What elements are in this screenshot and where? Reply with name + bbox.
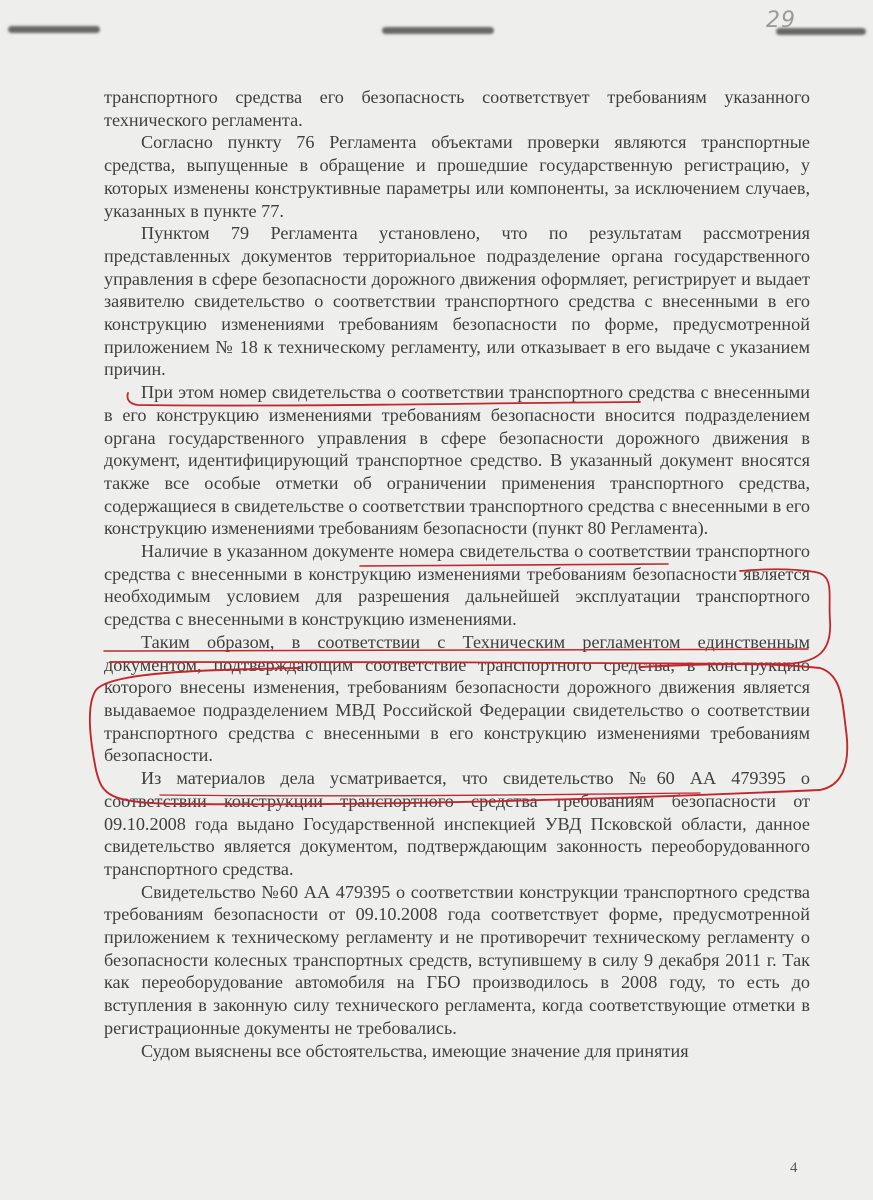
paragraph-2: Согласно пункту 76 Регламента объектами проверки являются транспортные средства, выпущенные в обращение и прошедшие государственную регистрацию, у которых изменены конструктивные параметры или компоненты, за исключением случаев, указанных в пункте 77.: [104, 132, 810, 221]
paragraph-3: Пунктом 79 Регламента установлено, что по результатам рассмотрения представленных документов территориальное подразделение органа государственного управления в сфере безопасности дорожного движения оформляет, регистрирует и выдает заявителю свидетельство о соответствии транспортного средства с внесенными в его конструкцию изменениями требованиям безопасности по форме, предусмотренной приложением № 18 к техническому регламенту, или отказывает в его выдаче с указанием причин.: [104, 223, 810, 380]
paragraph-7: Из материалов дела усматривается, что свидетельство №60 АА 479395 о соответствии конструкции транспортного средства требованиям безопасности от 09.10.2008 года выдано Государственной инспекцией УВД Псковской области, данное свидетельство является документом, подтверждающим законность переоборудованного транспортного средства.: [104, 768, 810, 879]
paragraph-5: Наличие в указанном документе номера свидетельства о соответствии транспортного средства с внесенными в конструкцию изменениями требованиям безопасности является необходимым условием для разрешения дальнейшей эксплуатации транспортного средства с внесенными в конструкцию изменениями.: [104, 541, 810, 630]
scan-mark-left: [8, 26, 100, 33]
paragraph-4: При этом номер свидетельства о соответствии транспортного средства с внесенными в его конструкцию изменениями требованиям безопасности вносится подразделением органа государственного управления в сфере безопасности дорожного движения в документ, идентифицирующий транспортное средство. В указанный документ вносятся также все особые отметки об ограничении применения транспортного средства, содержащиеся в свидетельстве о соответствии транспортного средства с внесенными в его конструкцию изменениями требованиям безопасности (пункт 80 Регламента).: [104, 382, 810, 539]
paragraph-6: Таким образом, в соответствии с Техническим регламентом единственным документом, подтверждающим соответствие транспортного средства, в конструкцию которого внесены изменения, требованиям безопасности дорожного движения является выдаваемое подразделением МВД Российской Федерации свидетельство о соответствии транспортного средства с внесенными в его конструкцию изменениями требованиям безопасности.: [104, 631, 810, 766]
paragraph-8: Свидетельство №60 АА 479395 о соответствии конструкции транспортного средства требованиям безопасности от 09.10.2008 года соответствует форме, предусмотренной приложением к техническому регламенту и не противоречит техническому регламенту о безопасности колесных транспортных средств, вступившему в силу 9 декабря 2011 г. Так как переоборудование автомобиля на ГБО производилось в 2008 году, то есть до вступления в законную силу технического регламента, когда соответствующие отметки в регистрационные документы не требовались.: [104, 881, 810, 1038]
handwritten-page-number: 29: [766, 8, 796, 33]
paragraph-9: Судом выяснены все обстоятельства, имеющие значение для принятия: [141, 1040, 689, 1061]
document-body: [104, 86, 810, 1062]
paragraph-1: транспортного средства его безопасность соответствует требованиям указанного технического регламента.: [104, 87, 810, 130]
scan-mark-center: [382, 27, 494, 34]
page-number: 4: [790, 1160, 798, 1176]
